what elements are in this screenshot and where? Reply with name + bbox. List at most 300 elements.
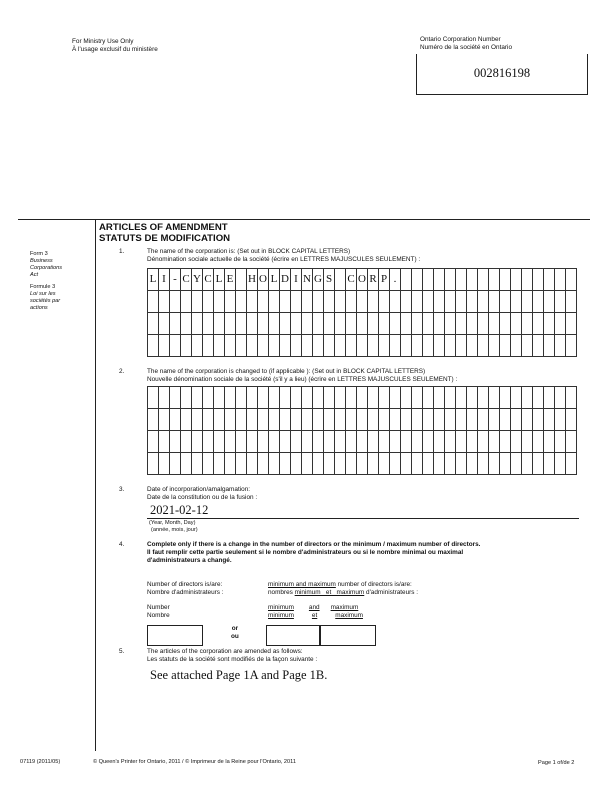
- char-cell[interactable]: [390, 409, 401, 431]
- char-cell[interactable]: [280, 291, 291, 313]
- char-cell[interactable]: [346, 335, 357, 357]
- char-cell[interactable]: [544, 335, 555, 357]
- char-cell[interactable]: [434, 453, 445, 475]
- char-cell[interactable]: [258, 453, 269, 475]
- char-cell[interactable]: [181, 409, 192, 431]
- char-cell[interactable]: [434, 313, 445, 335]
- char-cell[interactable]: [467, 409, 478, 431]
- char-cell[interactable]: [566, 387, 577, 409]
- char-cell[interactable]: [236, 409, 247, 431]
- char-cell[interactable]: C: [203, 269, 214, 291]
- char-cell[interactable]: [302, 431, 313, 453]
- char-cell[interactable]: [511, 431, 522, 453]
- char-cell[interactable]: E: [225, 269, 236, 291]
- char-cell[interactable]: [214, 387, 225, 409]
- char-cell[interactable]: [324, 453, 335, 475]
- char-cell[interactable]: [555, 335, 566, 357]
- char-cell[interactable]: [379, 409, 390, 431]
- char-cell[interactable]: [478, 387, 489, 409]
- char-cell[interactable]: S: [324, 269, 335, 291]
- char-cell[interactable]: [357, 453, 368, 475]
- char-cell[interactable]: [368, 453, 379, 475]
- char-cell[interactable]: [192, 387, 203, 409]
- char-cell[interactable]: [434, 335, 445, 357]
- char-cell[interactable]: [423, 335, 434, 357]
- char-cell[interactable]: [390, 291, 401, 313]
- char-cell[interactable]: [236, 313, 247, 335]
- corp-number-box[interactable]: [416, 54, 588, 95]
- char-cell[interactable]: [522, 387, 533, 409]
- char-cell[interactable]: [313, 313, 324, 335]
- char-cell[interactable]: [247, 335, 258, 357]
- char-cell[interactable]: [335, 269, 346, 291]
- char-cell[interactable]: O: [357, 269, 368, 291]
- char-cell[interactable]: C: [346, 269, 357, 291]
- char-cell[interactable]: [236, 335, 247, 357]
- char-cell[interactable]: [302, 313, 313, 335]
- char-cell[interactable]: [214, 335, 225, 357]
- char-cell[interactable]: [478, 291, 489, 313]
- char-cell[interactable]: [313, 431, 324, 453]
- char-cell[interactable]: [566, 291, 577, 313]
- char-cell[interactable]: [335, 335, 346, 357]
- char-cell[interactable]: [533, 291, 544, 313]
- char-cell[interactable]: [401, 387, 412, 409]
- char-cell[interactable]: [467, 431, 478, 453]
- char-cell[interactable]: I: [159, 269, 170, 291]
- char-cell[interactable]: [203, 387, 214, 409]
- char-cell[interactable]: [555, 431, 566, 453]
- maximum-directors-input[interactable]: [320, 625, 376, 646]
- char-cell[interactable]: [379, 453, 390, 475]
- char-cell[interactable]: [368, 291, 379, 313]
- char-cell[interactable]: I: [291, 269, 302, 291]
- char-cell[interactable]: [291, 409, 302, 431]
- char-cell[interactable]: [500, 269, 511, 291]
- char-cell[interactable]: [225, 291, 236, 313]
- char-cell[interactable]: [357, 409, 368, 431]
- char-cell[interactable]: [434, 431, 445, 453]
- char-cell[interactable]: [280, 431, 291, 453]
- char-cell[interactable]: [467, 387, 478, 409]
- char-cell[interactable]: [434, 269, 445, 291]
- char-cell[interactable]: [247, 291, 258, 313]
- char-cell[interactable]: [313, 453, 324, 475]
- char-cell[interactable]: [390, 431, 401, 453]
- char-cell[interactable]: [445, 431, 456, 453]
- char-cell[interactable]: [511, 409, 522, 431]
- char-cell[interactable]: [500, 335, 511, 357]
- char-cell[interactable]: [302, 291, 313, 313]
- char-cell[interactable]: [544, 431, 555, 453]
- char-cell[interactable]: [544, 313, 555, 335]
- char-cell[interactable]: [445, 387, 456, 409]
- char-cell[interactable]: [236, 387, 247, 409]
- char-cell[interactable]: [445, 335, 456, 357]
- char-cell[interactable]: [412, 453, 423, 475]
- char-cell[interactable]: [478, 453, 489, 475]
- char-cell[interactable]: [401, 291, 412, 313]
- char-cell[interactable]: [170, 387, 181, 409]
- char-cell[interactable]: [291, 453, 302, 475]
- char-cell[interactable]: [236, 291, 247, 313]
- char-cell[interactable]: [533, 335, 544, 357]
- char-cell[interactable]: [489, 291, 500, 313]
- char-cell[interactable]: [335, 453, 346, 475]
- char-cell[interactable]: [346, 409, 357, 431]
- char-cell[interactable]: [533, 431, 544, 453]
- char-cell[interactable]: [467, 291, 478, 313]
- char-cell[interactable]: R: [368, 269, 379, 291]
- char-cell[interactable]: [489, 313, 500, 335]
- char-cell[interactable]: [291, 387, 302, 409]
- amendment-text[interactable]: See attached Page 1A and Page 1B.: [150, 668, 328, 682]
- char-cell[interactable]: [456, 387, 467, 409]
- char-cell[interactable]: [181, 291, 192, 313]
- char-cell[interactable]: [434, 291, 445, 313]
- char-cell[interactable]: [500, 313, 511, 335]
- char-cell[interactable]: [533, 453, 544, 475]
- char-cell[interactable]: [170, 453, 181, 475]
- char-cell[interactable]: [313, 291, 324, 313]
- char-cell[interactable]: [478, 313, 489, 335]
- char-cell[interactable]: [214, 291, 225, 313]
- char-cell[interactable]: [192, 335, 203, 357]
- char-cell[interactable]: [379, 313, 390, 335]
- char-cell[interactable]: [269, 313, 280, 335]
- char-cell[interactable]: [555, 453, 566, 475]
- char-cell[interactable]: [357, 313, 368, 335]
- char-cell[interactable]: [522, 269, 533, 291]
- char-cell[interactable]: [181, 335, 192, 357]
- char-cell[interactable]: [555, 409, 566, 431]
- char-cell[interactable]: [467, 335, 478, 357]
- char-cell[interactable]: [522, 335, 533, 357]
- char-cell[interactable]: [247, 387, 258, 409]
- char-cell[interactable]: [390, 453, 401, 475]
- char-cell[interactable]: [357, 291, 368, 313]
- char-cell[interactable]: [522, 313, 533, 335]
- char-cell[interactable]: [225, 453, 236, 475]
- char-cell[interactable]: [148, 409, 159, 431]
- char-cell[interactable]: [456, 431, 467, 453]
- char-cell[interactable]: [533, 269, 544, 291]
- char-cell[interactable]: H: [247, 269, 258, 291]
- char-cell[interactable]: [159, 431, 170, 453]
- char-cell[interactable]: [225, 313, 236, 335]
- char-cell[interactable]: [324, 431, 335, 453]
- char-cell[interactable]: [456, 269, 467, 291]
- char-cell[interactable]: [258, 387, 269, 409]
- char-cell[interactable]: [313, 409, 324, 431]
- char-cell[interactable]: [445, 313, 456, 335]
- char-cell[interactable]: .: [390, 269, 401, 291]
- char-cell[interactable]: [423, 313, 434, 335]
- char-cell[interactable]: [269, 409, 280, 431]
- char-cell[interactable]: [423, 291, 434, 313]
- minimum-directors-input[interactable]: [266, 625, 320, 646]
- char-cell[interactable]: [225, 387, 236, 409]
- char-cell[interactable]: [423, 453, 434, 475]
- char-cell[interactable]: [291, 335, 302, 357]
- char-cell[interactable]: [533, 387, 544, 409]
- number-of-directors-input[interactable]: [147, 625, 203, 646]
- char-cell[interactable]: [192, 431, 203, 453]
- char-cell[interactable]: [478, 269, 489, 291]
- char-cell[interactable]: [544, 291, 555, 313]
- char-cell[interactable]: [423, 409, 434, 431]
- char-cell[interactable]: [467, 269, 478, 291]
- char-cell[interactable]: [302, 453, 313, 475]
- char-cell[interactable]: [566, 313, 577, 335]
- char-cell[interactable]: [456, 335, 467, 357]
- char-cell[interactable]: [412, 335, 423, 357]
- char-cell[interactable]: [511, 453, 522, 475]
- char-cell[interactable]: [192, 453, 203, 475]
- char-cell[interactable]: [401, 335, 412, 357]
- char-cell[interactable]: [357, 335, 368, 357]
- char-cell[interactable]: [258, 335, 269, 357]
- char-cell[interactable]: [302, 409, 313, 431]
- char-cell[interactable]: [269, 387, 280, 409]
- char-cell[interactable]: [258, 291, 269, 313]
- char-cell[interactable]: [313, 387, 324, 409]
- char-cell[interactable]: [544, 269, 555, 291]
- char-cell[interactable]: [522, 431, 533, 453]
- char-cell[interactable]: [368, 431, 379, 453]
- char-cell[interactable]: Y: [192, 269, 203, 291]
- char-cell[interactable]: [412, 387, 423, 409]
- char-cell[interactable]: P: [379, 269, 390, 291]
- char-cell[interactable]: [489, 335, 500, 357]
- char-cell[interactable]: [555, 313, 566, 335]
- char-cell[interactable]: [302, 335, 313, 357]
- char-cell[interactable]: [544, 409, 555, 431]
- char-cell[interactable]: [445, 453, 456, 475]
- char-cell[interactable]: [511, 291, 522, 313]
- char-cell[interactable]: [379, 431, 390, 453]
- char-cell[interactable]: [566, 431, 577, 453]
- char-cell[interactable]: [247, 431, 258, 453]
- char-cell[interactable]: [401, 269, 412, 291]
- char-cell[interactable]: [324, 335, 335, 357]
- char-cell[interactable]: [423, 387, 434, 409]
- char-cell[interactable]: [203, 291, 214, 313]
- char-cell[interactable]: [346, 291, 357, 313]
- char-cell[interactable]: [379, 291, 390, 313]
- char-cell[interactable]: [346, 431, 357, 453]
- char-cell[interactable]: [423, 431, 434, 453]
- char-cell[interactable]: [335, 431, 346, 453]
- char-cell[interactable]: [225, 431, 236, 453]
- char-cell[interactable]: [533, 313, 544, 335]
- new-name-grid[interactable]: [147, 386, 577, 475]
- char-cell[interactable]: [566, 453, 577, 475]
- char-cell[interactable]: [500, 387, 511, 409]
- char-cell[interactable]: [225, 409, 236, 431]
- char-cell[interactable]: [566, 409, 577, 431]
- char-cell[interactable]: [401, 431, 412, 453]
- char-cell[interactable]: [258, 313, 269, 335]
- char-cell[interactable]: [357, 387, 368, 409]
- char-cell[interactable]: [258, 409, 269, 431]
- char-cell[interactable]: [247, 453, 258, 475]
- char-cell[interactable]: [324, 291, 335, 313]
- char-cell[interactable]: [203, 313, 214, 335]
- char-cell[interactable]: [346, 313, 357, 335]
- char-cell[interactable]: [236, 453, 247, 475]
- char-cell[interactable]: G: [313, 269, 324, 291]
- char-cell[interactable]: [225, 335, 236, 357]
- char-cell[interactable]: [412, 269, 423, 291]
- char-cell[interactable]: [335, 409, 346, 431]
- char-cell[interactable]: [489, 269, 500, 291]
- char-cell[interactable]: [511, 387, 522, 409]
- char-cell[interactable]: [170, 313, 181, 335]
- char-cell[interactable]: [522, 453, 533, 475]
- char-cell[interactable]: [214, 313, 225, 335]
- char-cell[interactable]: [489, 431, 500, 453]
- char-cell[interactable]: [181, 387, 192, 409]
- char-cell[interactable]: [280, 387, 291, 409]
- char-cell[interactable]: [511, 335, 522, 357]
- char-cell[interactable]: [368, 409, 379, 431]
- char-cell[interactable]: [368, 313, 379, 335]
- char-cell[interactable]: [214, 431, 225, 453]
- char-cell[interactable]: [401, 313, 412, 335]
- char-cell[interactable]: [555, 269, 566, 291]
- char-cell[interactable]: [478, 431, 489, 453]
- char-cell[interactable]: [214, 409, 225, 431]
- char-cell[interactable]: [280, 453, 291, 475]
- char-cell[interactable]: [434, 387, 445, 409]
- char-cell[interactable]: [170, 335, 181, 357]
- char-cell[interactable]: [258, 431, 269, 453]
- char-cell[interactable]: [401, 453, 412, 475]
- char-cell[interactable]: [236, 431, 247, 453]
- char-cell[interactable]: [456, 291, 467, 313]
- char-cell[interactable]: [181, 431, 192, 453]
- char-cell[interactable]: [280, 313, 291, 335]
- char-cell[interactable]: [170, 409, 181, 431]
- char-cell[interactable]: [280, 409, 291, 431]
- char-cell[interactable]: [500, 291, 511, 313]
- char-cell[interactable]: [555, 291, 566, 313]
- char-cell[interactable]: [269, 431, 280, 453]
- char-cell[interactable]: [192, 313, 203, 335]
- char-cell[interactable]: [412, 431, 423, 453]
- char-cell[interactable]: [181, 453, 192, 475]
- char-cell[interactable]: [566, 335, 577, 357]
- char-cell[interactable]: [302, 387, 313, 409]
- char-cell[interactable]: [236, 269, 247, 291]
- char-cell[interactable]: -: [170, 269, 181, 291]
- char-cell[interactable]: [159, 335, 170, 357]
- char-cell[interactable]: [324, 409, 335, 431]
- char-cell[interactable]: [335, 387, 346, 409]
- char-cell[interactable]: [269, 335, 280, 357]
- char-cell[interactable]: N: [302, 269, 313, 291]
- char-cell[interactable]: [456, 453, 467, 475]
- char-cell[interactable]: [544, 453, 555, 475]
- char-cell[interactable]: [247, 313, 258, 335]
- char-cell[interactable]: [566, 269, 577, 291]
- char-cell[interactable]: [368, 335, 379, 357]
- incorporation-date[interactable]: 2021-02-12: [150, 503, 209, 517]
- char-cell[interactable]: [511, 313, 522, 335]
- char-cell[interactable]: [412, 313, 423, 335]
- char-cell[interactable]: [159, 313, 170, 335]
- char-cell[interactable]: [214, 453, 225, 475]
- char-cell[interactable]: [445, 269, 456, 291]
- char-cell[interactable]: [346, 387, 357, 409]
- char-cell[interactable]: [170, 291, 181, 313]
- char-cell[interactable]: [412, 291, 423, 313]
- char-cell[interactable]: [456, 313, 467, 335]
- char-cell[interactable]: [489, 453, 500, 475]
- char-cell[interactable]: [379, 387, 390, 409]
- char-cell[interactable]: [148, 313, 159, 335]
- char-cell[interactable]: [401, 409, 412, 431]
- char-cell[interactable]: [357, 431, 368, 453]
- char-cell[interactable]: [445, 291, 456, 313]
- char-cell[interactable]: [269, 291, 280, 313]
- char-cell[interactable]: [500, 431, 511, 453]
- char-cell[interactable]: [280, 335, 291, 357]
- char-cell[interactable]: [500, 453, 511, 475]
- char-cell[interactable]: [159, 387, 170, 409]
- char-cell[interactable]: [511, 269, 522, 291]
- char-cell[interactable]: [148, 453, 159, 475]
- char-cell[interactable]: [170, 431, 181, 453]
- char-cell[interactable]: [456, 409, 467, 431]
- char-cell[interactable]: [489, 409, 500, 431]
- char-cell[interactable]: D: [280, 269, 291, 291]
- char-cell[interactable]: [467, 453, 478, 475]
- char-cell[interactable]: L: [269, 269, 280, 291]
- char-cell[interactable]: [434, 409, 445, 431]
- char-cell[interactable]: [291, 291, 302, 313]
- char-cell[interactable]: O: [258, 269, 269, 291]
- char-cell[interactable]: [148, 291, 159, 313]
- char-cell[interactable]: [159, 409, 170, 431]
- char-cell[interactable]: [247, 409, 258, 431]
- char-cell[interactable]: [555, 387, 566, 409]
- char-cell[interactable]: [522, 291, 533, 313]
- char-cell[interactable]: [291, 313, 302, 335]
- char-cell[interactable]: [533, 409, 544, 431]
- char-cell[interactable]: L: [214, 269, 225, 291]
- char-cell[interactable]: [324, 313, 335, 335]
- char-cell[interactable]: [148, 431, 159, 453]
- char-cell[interactable]: [203, 335, 214, 357]
- char-cell[interactable]: [203, 431, 214, 453]
- char-cell[interactable]: [478, 335, 489, 357]
- char-cell[interactable]: [412, 409, 423, 431]
- char-cell[interactable]: [522, 409, 533, 431]
- char-cell[interactable]: L: [148, 269, 159, 291]
- char-cell[interactable]: [478, 409, 489, 431]
- char-cell[interactable]: [467, 313, 478, 335]
- char-cell[interactable]: [423, 269, 434, 291]
- char-cell[interactable]: [324, 387, 335, 409]
- char-cell[interactable]: [159, 453, 170, 475]
- char-cell[interactable]: [148, 335, 159, 357]
- char-cell[interactable]: [192, 409, 203, 431]
- char-cell[interactable]: [203, 453, 214, 475]
- char-cell[interactable]: [390, 335, 401, 357]
- char-cell[interactable]: [390, 387, 401, 409]
